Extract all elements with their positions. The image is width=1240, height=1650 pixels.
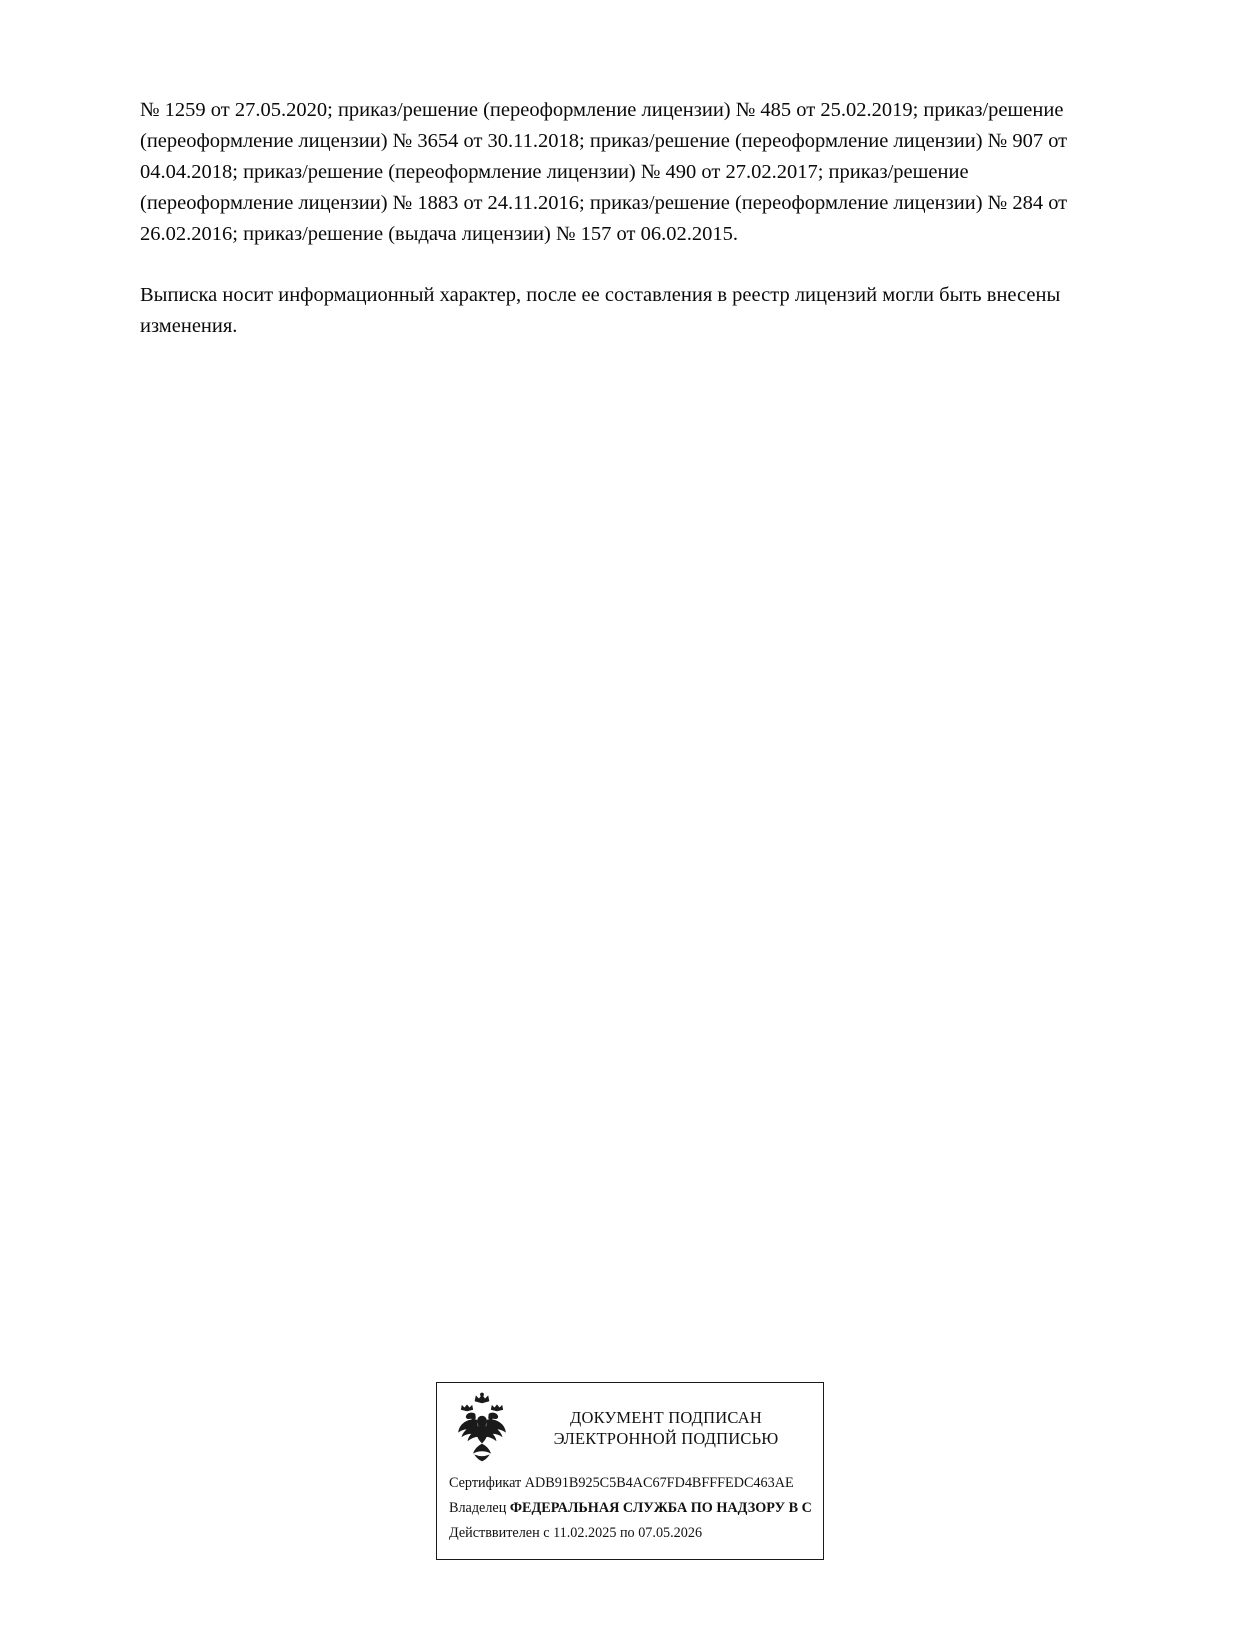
validity-to: 07.05.2026 (638, 1525, 703, 1541)
stamp-title-line-1: ДОКУМЕНТ ПОДПИСАН (570, 1408, 762, 1427)
certificate-label: Сертификат (449, 1475, 522, 1491)
stamp-certificate-line (449, 1471, 823, 1496)
stamp-owner-line (449, 1496, 823, 1521)
validity-label: Действвителен с (449, 1525, 550, 1541)
paragraph-license-orders: № 1259 от 27.05.2020; приказ/решение (переоформление лицензии) № 485 от 25.02.2019; приказ/решение (переоформление лицензии) № 3654 от 30.11.2018; приказ/решение (переоформление лицензии) № 907 от 04.04.2018; приказ/решение (переоформление лицензии) № 490 от 27.02.2017; приказ/решение (переоформление лицензии) № 1883 от 24.11.2016; приказ/решение (переоформление лицензии) № 284 от 26.02.2016; приказ/решение (выдача лицензии) № 157 от 06.02.2015. (140, 99, 1068, 245)
double-headed-eagle-emblem-icon (449, 1391, 515, 1465)
validity-to-label: по (619, 1525, 635, 1541)
owner-label: Владелец (449, 1500, 507, 1516)
paragraph-disclaimer: Выписка носит информационный характер, после ее составления в реестр лицензий могли быть внесены изменения. (140, 284, 1061, 337)
owner-value: ФЕДЕРАЛЬНАЯ СЛУЖБА ПО НАДЗОРУ В С (509, 1500, 812, 1516)
stamp-title (515, 1407, 823, 1449)
stamp-validity-line (449, 1521, 823, 1546)
certificate-value: ADB91B925C5B4AC67FD4BFFFEDC463AE (524, 1475, 794, 1491)
stamp-title-line-2: ЭЛЕКТРОННОЙ ПОДПИСЬЮ (553, 1429, 779, 1448)
document-body (140, 95, 1105, 342)
stamp-details (437, 1469, 823, 1546)
validity-from: 11.02.2025 (553, 1525, 617, 1541)
electronic-signature-stamp (436, 1382, 824, 1560)
stamp-header (437, 1383, 823, 1469)
